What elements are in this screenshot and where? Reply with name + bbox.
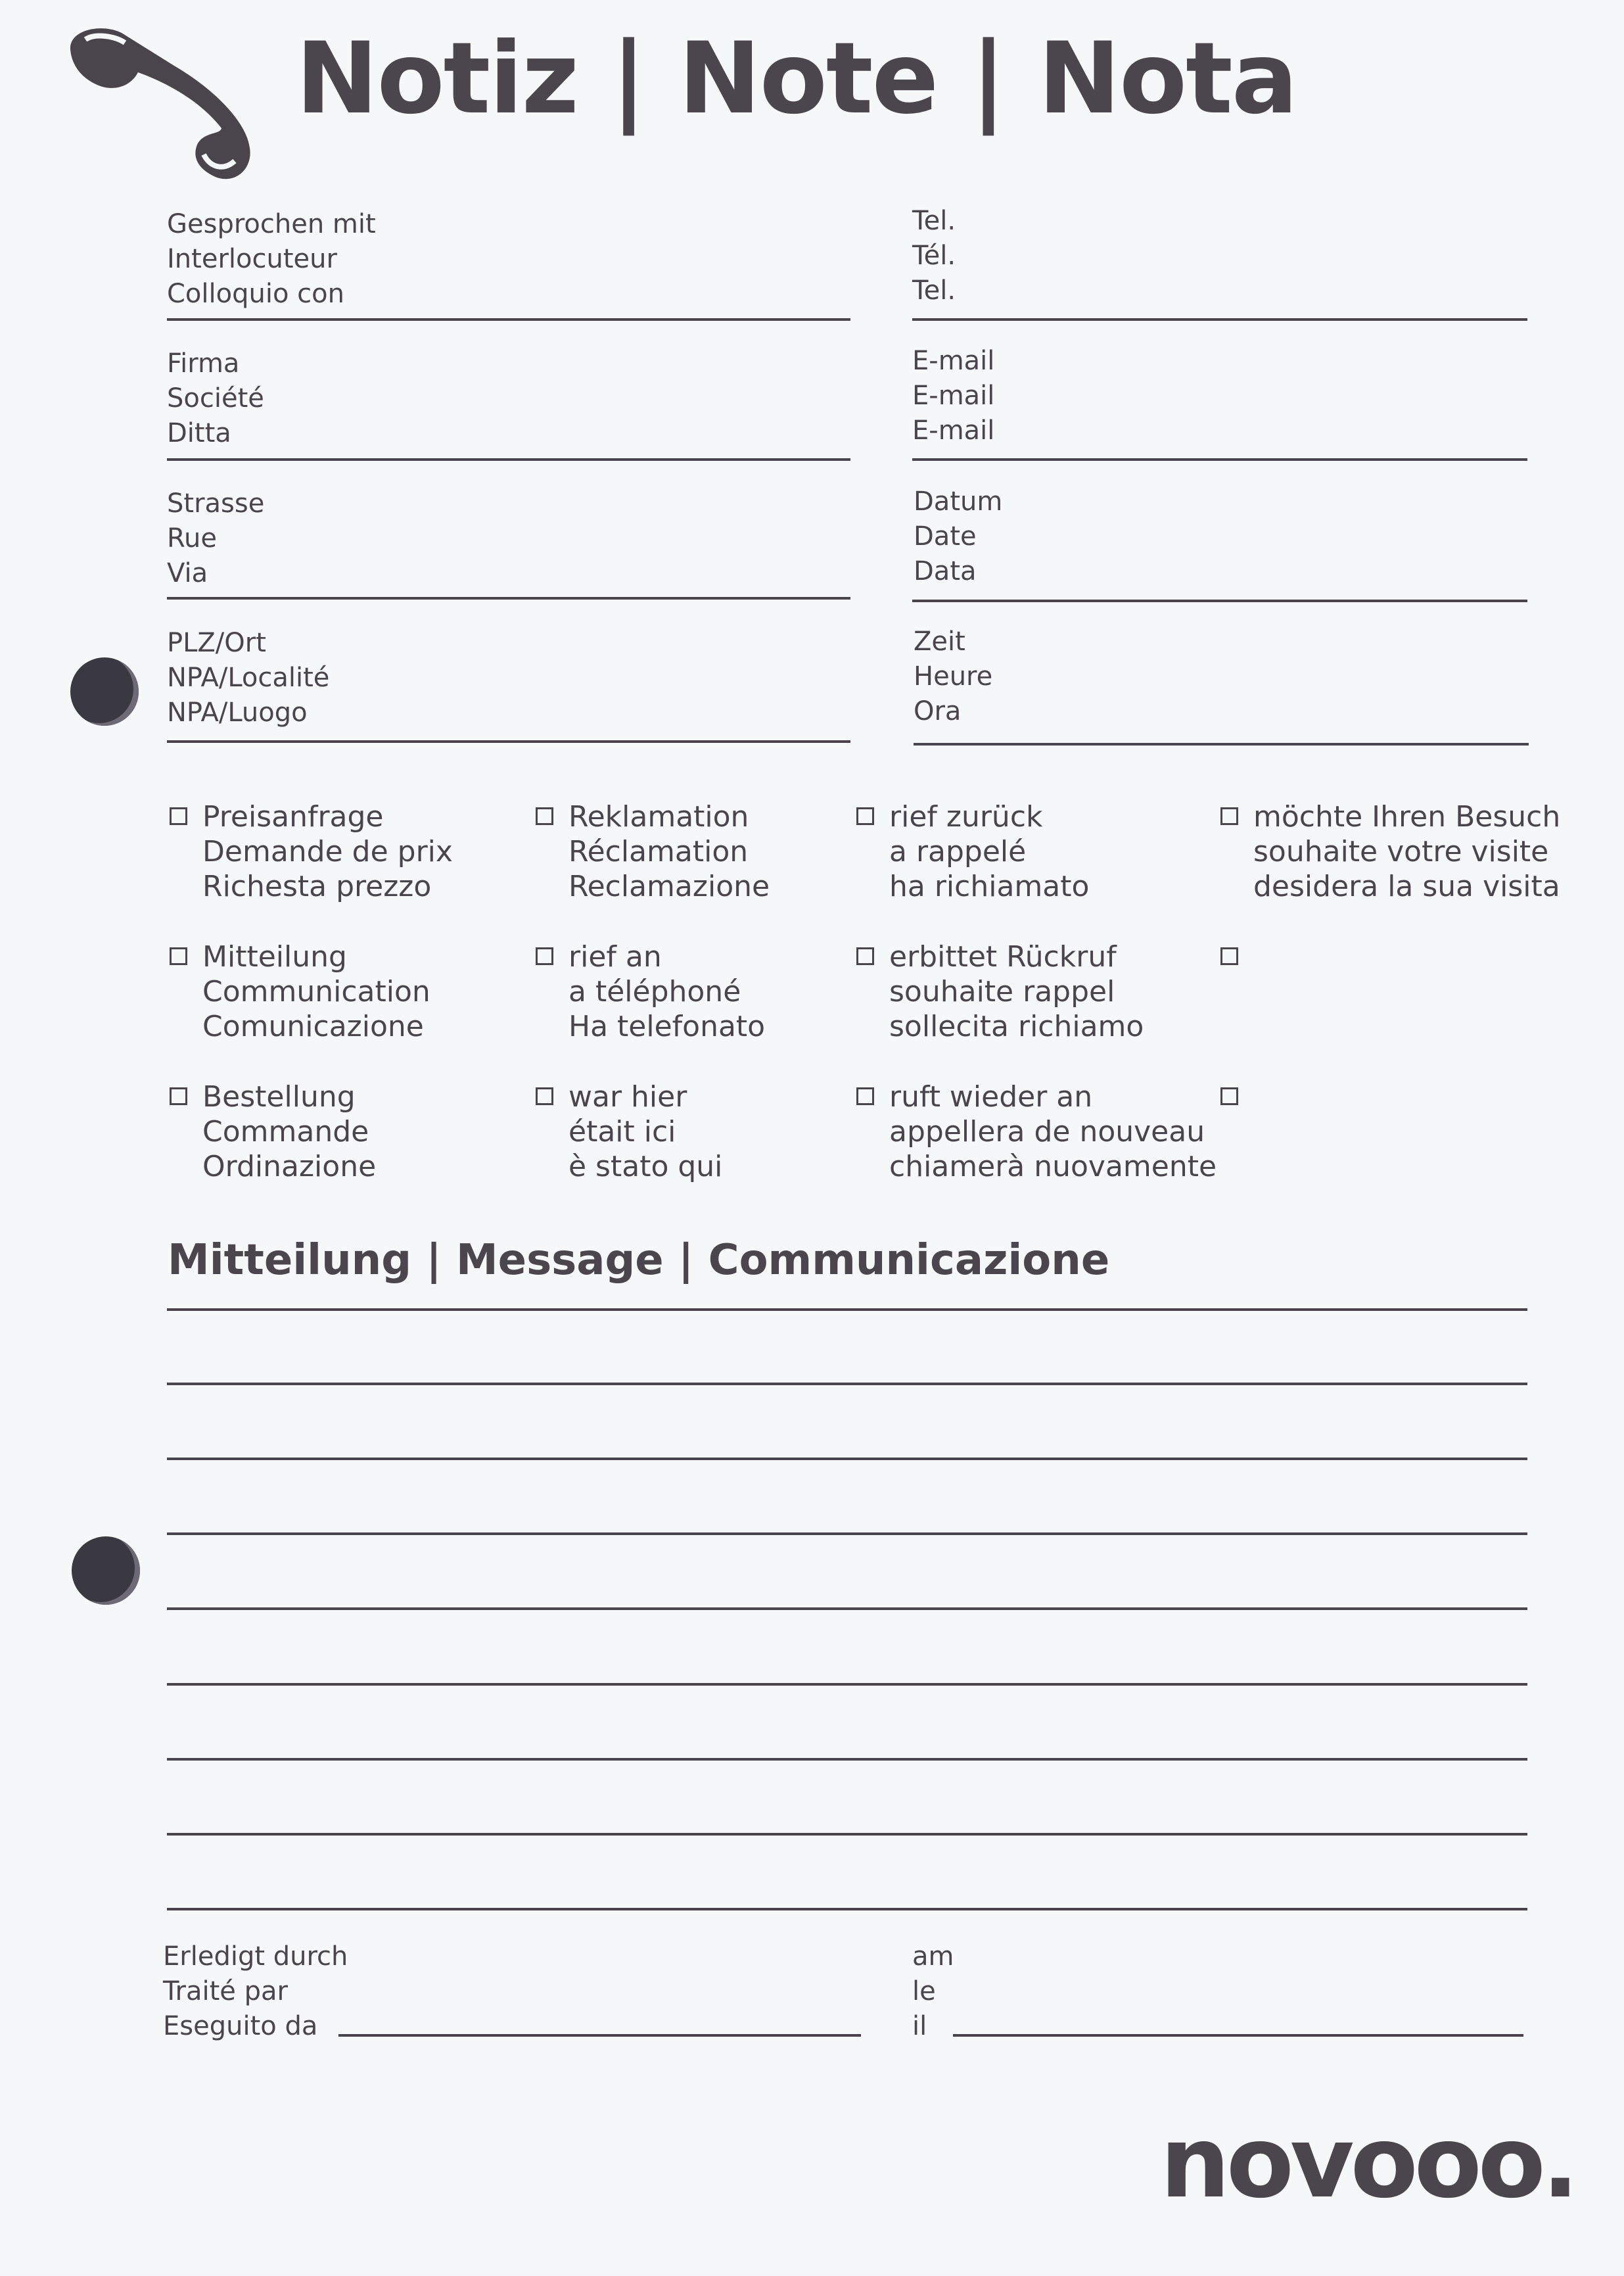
checkbox-icon[interactable] [170, 807, 187, 825]
message-line[interactable] [167, 1607, 1527, 1610]
field-line-street[interactable] [167, 597, 850, 600]
message-line[interactable] [167, 1383, 1527, 1385]
footer-line-done-by[interactable] [338, 2034, 861, 2037]
checkbox-icon[interactable] [856, 807, 874, 825]
footer-line-date[interactable] [953, 2034, 1523, 2037]
field-line-time[interactable] [914, 743, 1529, 746]
brand-logo: novooo. [1160, 2106, 1575, 2220]
checkbox-icon[interactable] [536, 1087, 553, 1105]
field-label-contact: Gesprochen mit Interlocuteur Colloquio con [167, 209, 376, 309]
message-section-title: Mitteilung | Message | Communicazione [168, 1236, 1110, 1285]
field-label-phone: Tel. Tél. Tel. [912, 206, 956, 306]
field-label-email: E-mail E-mail E-mail [912, 346, 995, 446]
field-label-date: Datum Date Data [914, 486, 1003, 586]
checkbox-icon[interactable] [170, 1087, 187, 1105]
checkbox-icon[interactable] [536, 807, 553, 825]
checkbox-icon[interactable] [1220, 807, 1238, 825]
message-line[interactable] [167, 1833, 1527, 1836]
field-line-company[interactable] [167, 458, 850, 461]
punch-hole [70, 657, 139, 726]
checkbox-icon[interactable] [1220, 1087, 1238, 1105]
telephone-handset-icon [62, 20, 260, 191]
message-line[interactable] [167, 1458, 1527, 1460]
footer-label-date: am le il [912, 1941, 954, 2041]
field-label-street: Strasse Rue Via [167, 488, 265, 588]
field-line-postcode-city[interactable] [167, 740, 850, 743]
checkbox-icon[interactable] [856, 1087, 874, 1105]
message-line[interactable] [167, 1908, 1527, 1910]
message-line[interactable] [167, 1532, 1527, 1535]
field-line-date[interactable] [912, 600, 1527, 602]
field-line-phone[interactable] [912, 318, 1527, 321]
note-form-page: Notiz | Note | Nota Gesprochen mit Interlocuteur Colloquio con Firma Société Ditta Strasse Rue Via PLZ/Ort NPA/Localité NPA/Luogo Tel. Tél. Tel. E-mail E-mail E-mail Datum Date Data Zeit Heure Ora Preisanfrage Demande de prix Richesta prezzo Reklamation Réclamation Reclamazione rief zurück a rappelé ha richiamato möchte Ihren Besuch souhaite votre visite desidera la sua visita Mitteilung Communication Comunicazione rief an a téléphoné Ha telefonato erbittet Rückruf souhaite rappel sollecita richiamo Bestellung Commande Ordinazione war hier était ici è stato qui ruft wieder an appellera de nouveau chiamerà nuovamente Mitteilung | Message | Communicazione Erledigt durch Traité par Eseguito da am le il novooo. [0, 0, 1624, 2276]
message-line[interactable] [167, 1683, 1527, 1686]
checkbox-icon[interactable] [536, 947, 553, 965]
checkbox-icon[interactable] [170, 947, 187, 965]
checkbox-icon[interactable] [1220, 947, 1238, 965]
checkbox-icon[interactable] [856, 947, 874, 965]
message-line[interactable] [167, 1308, 1527, 1311]
field-label-postcode-city: PLZ/Ort NPA/Localité NPA/Luogo [167, 628, 330, 728]
field-label-company: Firma Société Ditta [167, 348, 264, 448]
footer-label-done-by: Erledigt durch Traité par Eseguito da [163, 1941, 348, 2041]
field-line-email[interactable] [912, 458, 1527, 461]
punch-hole [72, 1536, 140, 1605]
message-line[interactable] [167, 1758, 1527, 1761]
form-title: Notiz | Note | Nota [296, 22, 1297, 136]
field-line-contact[interactable] [167, 318, 850, 321]
field-label-time: Zeit Heure Ora [914, 627, 993, 726]
